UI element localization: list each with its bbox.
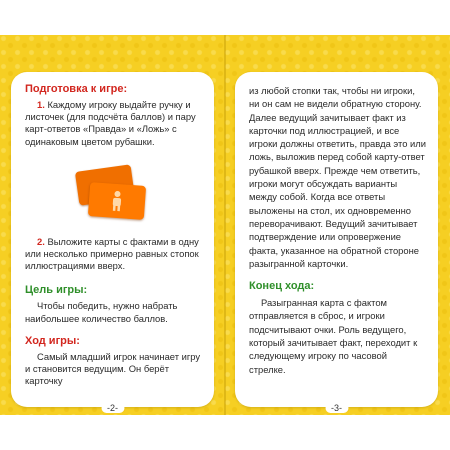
move-text: Самый младший игрок начинает игру и становится ведущим. Он берёт карточку xyxy=(25,350,201,387)
right-paragraph-2: Разыгранная карта с фактом отправляется в сброс, и игроки подсчитывают очки. Роль ведущего, который зачитывает факт, переходит к следующему игроку по часовой стрелке. xyxy=(249,297,418,375)
booklet-spread xyxy=(0,35,450,415)
right-page-card xyxy=(235,72,438,413)
step1-number: 1. xyxy=(37,99,45,110)
step1-paragraph xyxy=(25,99,202,148)
right-page-content xyxy=(249,84,426,376)
step1-text: Каждому игроку выдайте ручку и листочек (для подсчёта баллов) и пару карт-ответов «Правда» и «Ложь» с одинаковым цветом рубашки. xyxy=(25,99,196,147)
page-number-left xyxy=(101,403,124,413)
move-heading: Ход игры: xyxy=(25,334,80,347)
answer-cards-illustration xyxy=(25,154,202,232)
end-heading: Конец хода: xyxy=(249,280,315,293)
page-number-right xyxy=(325,403,348,413)
left-page-card xyxy=(11,72,214,413)
page-number-right-text: -3- xyxy=(331,403,342,413)
goal-text: Чтобы победить, нужно набрать наибольшее количество баллов. xyxy=(25,300,178,324)
prep-heading: Подготовка к игре: xyxy=(25,83,128,95)
page-fold xyxy=(224,35,226,415)
answer-card-front xyxy=(88,182,146,220)
right-paragraph-1: из любой стопки так, чтобы ни игроки, ни он сам не видели обратную сторону. Далее ведущий зачитывает факт из карточки под иллюстрацией, и все игроки должны ответить, правда это или ложь, выложив перед собой карту-ответ рубашкой вверх. Прежде чем ответить, игроки могут обсуждать варианты между собой. Когда все ответы выложены на стол, их одновременно переворачивают. Ведущий зачитывает подтверждение или опровержение факта, указанное на обратной стороне разыгранной карточки. xyxy=(249,85,426,269)
person-figure-icon xyxy=(107,189,126,212)
page-number-left-text: -2- xyxy=(107,403,118,413)
step2-number: 2. xyxy=(37,235,45,247)
left-page-content xyxy=(25,83,202,387)
step2-paragraph xyxy=(25,236,202,273)
goal-heading: Цель игры: xyxy=(25,284,88,297)
step2-text: Выложите карты с фактами в одну или несколько примерно равных стопок иллюстрациями вверх. xyxy=(25,235,199,272)
